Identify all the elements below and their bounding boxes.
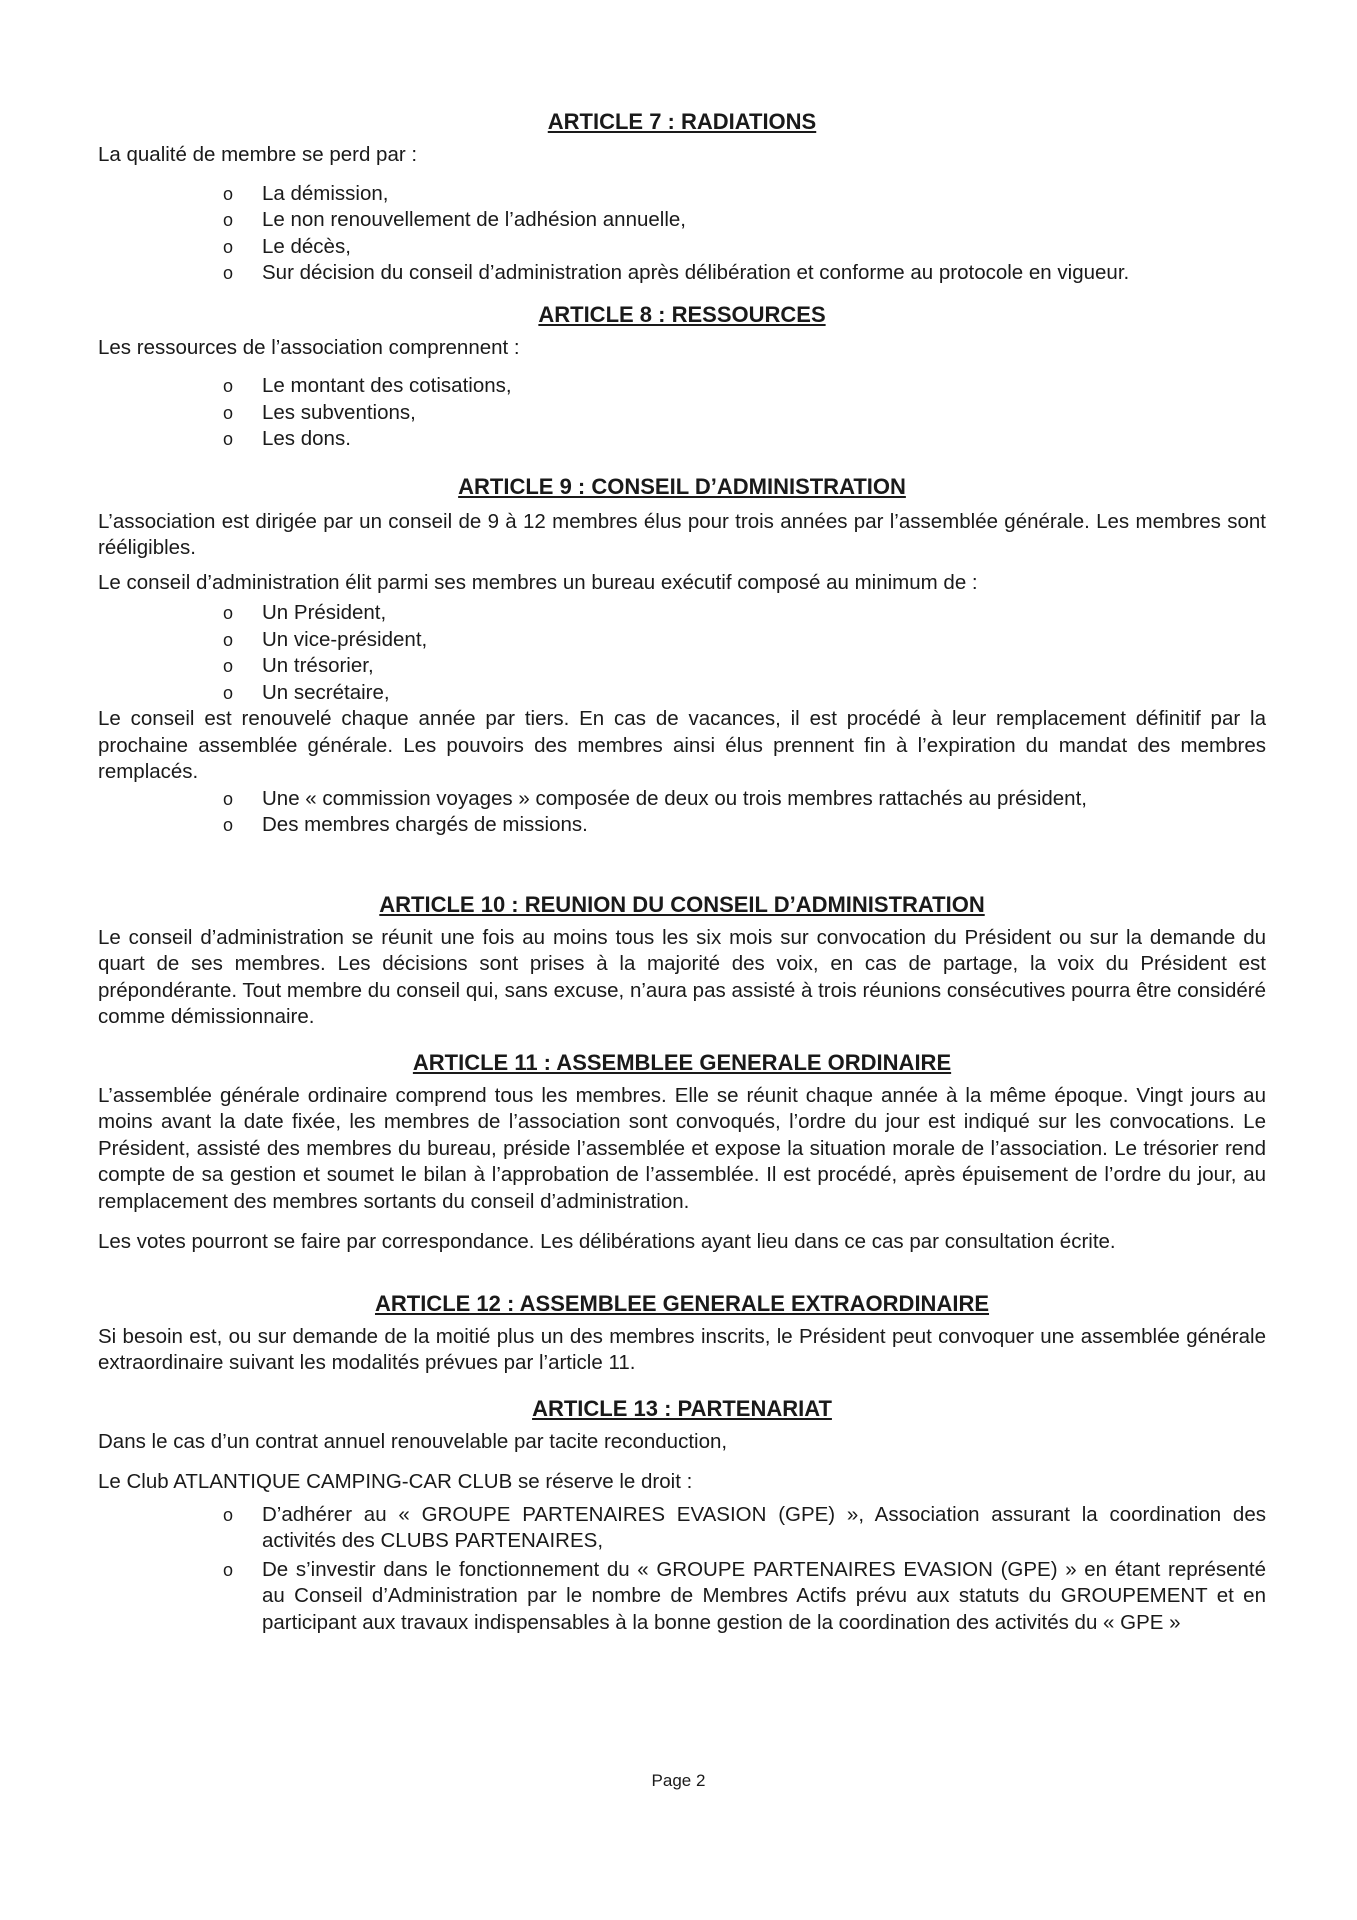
bullet-icon: o [222, 429, 233, 449]
article-9-paragraph-3: Le conseil est renouvelé chaque année par tiers. En cas de vacances, il est procédé à leur remplacement définitif par la prochaine assemblée générale. Les pouvoirs des membres ainsi élus prennent fin à l’expiration du mandat des membres remplacés. [98, 707, 1266, 783]
article-13-title: ARTICLE 13 : PARTENARIAT [532, 1395, 832, 1421]
list-item: o Les dons. [218, 426, 1266, 453]
list-item: o Le décès, [218, 234, 1266, 261]
article-12-title: ARTICLE 12 : ASSEMBLEE GENERALE EXTRAORDINAIRE [374, 1290, 990, 1316]
article-9-paragraph-2: Le conseil d’administration élit parmi ses membres un bureau exécutif composé au minimum de : [98, 570, 978, 594]
list-item: o Une « commission voyages » composée de deux ou trois membres rattachés au président, [218, 786, 1266, 813]
bullet-icon: o [222, 815, 233, 835]
bullet-icon: o [222, 183, 233, 204]
article-11-paragraph-1: L’assemblée générale ordinaire comprend tous les membres. Elle se réunit chaque année à la même époque. Vingt jours au moins avant la date fixée, les membres de l’association sont convoqués, l’ordre du jour est indiqué sur les convocations. Le Président, assisté des membres du bureau, préside l’assemblée et expose la situation morale de l’association. Le trésorier rend compte de sa gestion et soumet le bilan à l’approbation de l’assemblée. Il est procédé, après épuisement de l’ordre du jour, au remplacement des membres sortants du conseil d’administration. [98, 1083, 1266, 1213]
article-12-paragraph: Si besoin est, ou sur demande de la moitié plus un des membres inscrits, le Président peut convoquer une assemblée générale extraordinaire suivant les modalités prévues par l’article 11. [98, 1324, 1266, 1374]
list-item: o Les subventions, [218, 400, 1266, 427]
bullet-icon: o [222, 236, 233, 257]
article-7-title: ARTICLE 7 : RADIATIONS [547, 109, 817, 134]
article-7-intro: La qualité de membre se perd par : [98, 143, 418, 166]
article-10-paragraph: Le conseil d’administration se réunit une fois au moins tous les six mois sur convocation du Président ou sur la demande du quart de ses membres. Les décisions sont prises à la majorité des voix, en cas de partage, la voix du Président est prépondérante. Tout membre du conseil qui, sans excuse, n’aura pas assisté à trois réunions consécutives pourra être considéré comme démissionnaire. [98, 925, 1266, 1028]
bullet-icon: o [222, 629, 233, 650]
bullet-icon: o [222, 263, 233, 283]
bullet-icon: o [222, 788, 233, 809]
list-item: o Un Président, [218, 600, 1266, 627]
article-13-paragraph-2: Le Club ATLANTIQUE CAMPING-CAR CLUB se réserve le droit : [98, 1470, 693, 1493]
document-page [98, 108, 1266, 1636]
article-7-list [98, 181, 1266, 287]
bullet-icon: o [222, 210, 233, 230]
list-item: o Un secrétaire, [218, 680, 1266, 707]
article-10-title: ARTICLE 10 : REUNION DU CONSEIL D’ADMINISTRATION [379, 891, 985, 917]
list-item: o Un vice-président, [218, 627, 1266, 654]
list-item: o Des membres chargés de missions. [218, 812, 1266, 839]
list-item: o De s’investir dans le fonctionnement du « GROUPE PARTENAIRES EVASION (GPE) » en étant représenté au Conseil d’Administration par le nombre de Membres Actifs prévu aux statuts du GROUPEMENT et en participant aux travaux indispensables à la bonne gestion de la coordination des activités du « GPE » [218, 1557, 1266, 1637]
article-8-title: ARTICLE 8 : RESSOURCES [538, 301, 826, 327]
bullet-icon: o [222, 1504, 233, 1525]
article-9-title: ARTICLE 9 : CONSEIL D’ADMINISTRATION [458, 473, 906, 499]
article-8-list [98, 373, 1266, 453]
article-8-intro: Les ressources de l’association comprennent : [98, 335, 520, 359]
article-13-paragraph-1: Dans le cas d’un contrat annuel renouvelable par tacite reconduction, [98, 1429, 728, 1453]
article-9-list [98, 600, 1266, 706]
article-13-list [98, 1502, 1266, 1637]
list-item: o Un trésorier, [218, 653, 1266, 680]
list-item: o D’adhérer au « GROUPE PARTENAIRES EVASION (GPE) », Association assurant la coordination des activités des CLUBS PARTENAIRES, [218, 1502, 1266, 1555]
article-11-title: ARTICLE 11 : ASSEMBLEE GENERALE ORDINAIRE [412, 1049, 952, 1075]
bullet-icon: o [222, 1559, 233, 1580]
bullet-icon: o [222, 376, 233, 396]
bullet-icon: o [222, 603, 233, 623]
list-item: o Sur décision du conseil d’administration après délibération et conforme au protocole en vigueur. [218, 260, 1266, 287]
page-number: Page 2 [651, 1771, 706, 1790]
bullet-icon: o [222, 682, 233, 703]
article-11-paragraph-2: Les votes pourront se faire par correspondance. Les délibérations ayant lieu dans ce cas par consultation écrite. [98, 1230, 1116, 1253]
list-item: o La démission, [218, 181, 1266, 208]
article-9-list-2 [98, 786, 1266, 839]
bullet-icon: o [222, 656, 233, 676]
list-item: o Le montant des cotisations, [218, 373, 1266, 400]
article-9-paragraph-1: L’association est dirigée par un conseil de 9 à 12 membres élus pour trois années par l’assemblée générale. Les membres sont rééligibles. [98, 509, 1266, 559]
list-item: o Le non renouvellement de l’adhésion annuelle, [218, 207, 1266, 234]
bullet-icon: o [222, 402, 233, 423]
